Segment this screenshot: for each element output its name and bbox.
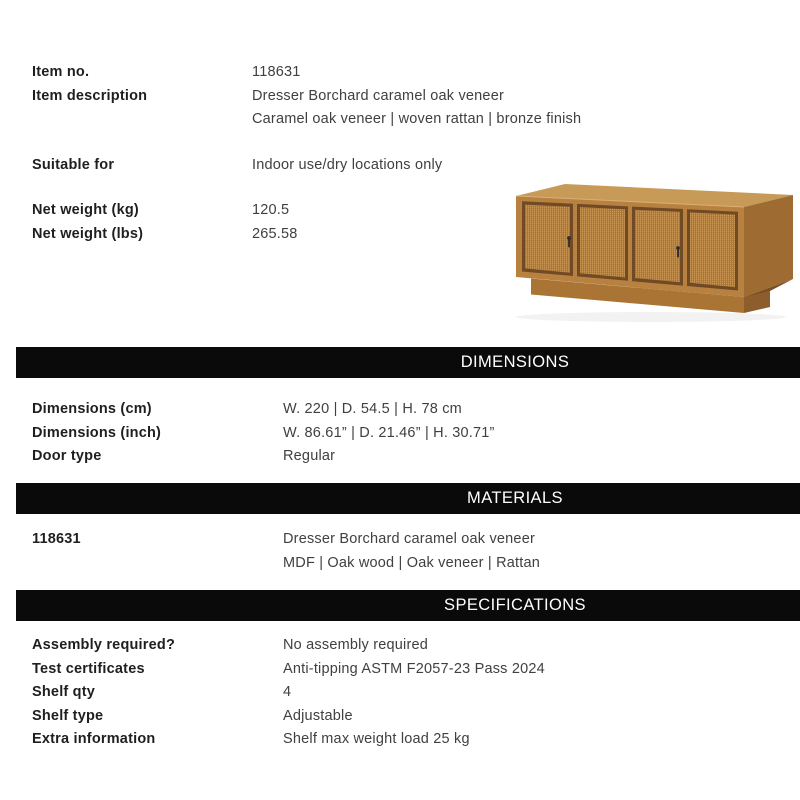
row-label: Net weight (kg) bbox=[32, 202, 139, 218]
row-label: Assembly required? bbox=[32, 637, 176, 653]
row-value: 118631 bbox=[252, 64, 301, 80]
spec-row-dimensions-inch bbox=[32, 422, 790, 446]
row-label: Net weight (lbs) bbox=[32, 225, 144, 242]
spec-row-test-certificates bbox=[32, 658, 790, 682]
row-value: Anti-tipping ASTM F2057-23 Pass 2024 bbox=[283, 660, 545, 677]
dimensions-rows bbox=[32, 398, 790, 469]
section-banner-specifications bbox=[16, 590, 800, 621]
section-banner-dimensions bbox=[16, 347, 800, 378]
info-row-item-description bbox=[32, 85, 790, 132]
row-label: Door type bbox=[32, 448, 102, 464]
row-value-line: Dresser Borchard caramel oak veneer bbox=[252, 87, 504, 104]
door-rattan-panel bbox=[580, 207, 625, 277]
row-value-line: MDF | Oak wood | Oak veneer | Rattan bbox=[283, 554, 541, 571]
section-title: MATERIALS bbox=[467, 489, 563, 507]
door-rattan-panel bbox=[525, 205, 570, 273]
section-title: DIMENSIONS bbox=[460, 353, 570, 371]
row-label: Item description bbox=[32, 87, 148, 104]
row-value: Indoor use/dry locations only bbox=[252, 156, 443, 173]
dresser-product-photo bbox=[489, 182, 799, 337]
spec-row-door-type bbox=[32, 445, 790, 469]
row-value bbox=[283, 528, 540, 575]
spec-row-assembly bbox=[32, 634, 790, 658]
row-value: W. 220 | D. 54.5 | H. 78 cm bbox=[283, 401, 462, 417]
photo-shadow bbox=[516, 312, 786, 322]
row-label: Dimensions (cm) bbox=[32, 401, 152, 417]
row-value: 120.5 bbox=[252, 202, 290, 218]
row-value-line: Caramel oak veneer | woven rattan | bronze finish bbox=[252, 111, 582, 127]
door-rattan-panel bbox=[635, 210, 680, 282]
row-value bbox=[252, 85, 581, 132]
section-title: SPECIFICATIONS bbox=[444, 596, 586, 614]
row-value: Shelf max weight load 25 kg bbox=[283, 731, 470, 747]
row-value: Adjustable bbox=[283, 707, 353, 724]
row-label: Item no. bbox=[32, 64, 90, 80]
row-label: Shelf type bbox=[32, 707, 104, 724]
row-label: Test certificates bbox=[32, 660, 145, 677]
row-value: 265.58 bbox=[252, 225, 298, 242]
section-banner-materials bbox=[16, 483, 800, 514]
materials-rows bbox=[32, 528, 790, 575]
specifications-rows bbox=[32, 634, 790, 752]
info-row-item-no bbox=[32, 61, 790, 85]
spec-row-dimensions-cm bbox=[32, 398, 790, 422]
spec-row-extra-information bbox=[32, 728, 790, 752]
spec-row-shelf-qty bbox=[32, 681, 790, 705]
row-value: No assembly required bbox=[283, 637, 429, 653]
row-label: Suitable for bbox=[32, 156, 115, 173]
row-label: Extra information bbox=[32, 731, 156, 747]
row-value: W. 86.61” | D. 21.46” | H. 30.71” bbox=[283, 424, 495, 441]
row-value-line: Dresser Borchard caramel oak veneer bbox=[283, 531, 535, 547]
spec-row-materials bbox=[32, 528, 790, 575]
info-row-suitable-for bbox=[32, 154, 790, 178]
row-label: Shelf qty bbox=[32, 684, 96, 700]
row-value: Regular bbox=[283, 448, 336, 464]
row-value: 4 bbox=[283, 684, 292, 700]
row-label: 118631 bbox=[32, 531, 81, 547]
row-label: Dimensions (inch) bbox=[32, 424, 162, 441]
spec-row-shelf-type bbox=[32, 705, 790, 729]
door-rattan-panel bbox=[690, 212, 735, 287]
